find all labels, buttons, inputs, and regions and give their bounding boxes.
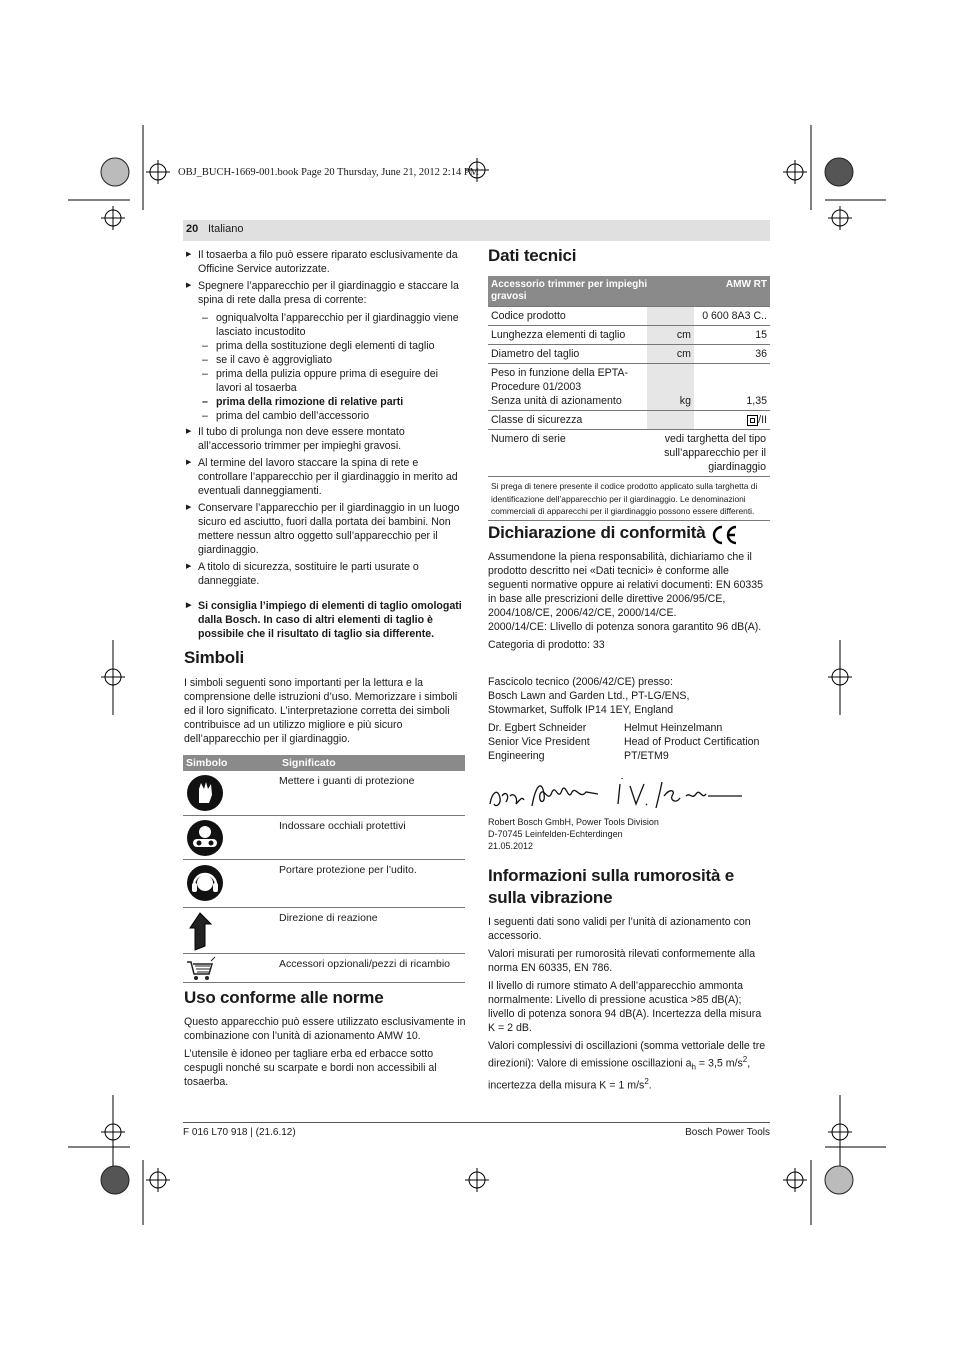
tech-label: Classe di sicurezza xyxy=(491,414,583,426)
bullet: ▶ Il tosaerba a filo può essere riparato esclusivamente da Officine Service autorizzate. xyxy=(184,248,466,276)
ear-protection-icon xyxy=(185,863,225,903)
tech-label: Senza unità di azionamento xyxy=(491,395,622,407)
section-title-conformita: Dichiarazione di conformità xyxy=(488,523,706,542)
tech-label: Peso in funzione della EPTA-Procedure 01/2003 xyxy=(491,367,629,393)
fascicolo xyxy=(488,675,770,717)
bullet-bold: ▶ Si consiglia l’impiego di elementi di taglio omologati dalla Bosch. In caso di altri elementi di taglio è possibile che il risultato di taglio sia differente. xyxy=(184,599,466,641)
tech-unit: kg xyxy=(647,364,694,410)
fascicolo-line: Bosch Lawn and Garden Ltd., PT-LG/ENS, xyxy=(488,690,690,702)
section-title-dati: Dati tecnici xyxy=(488,246,577,265)
conf-paragraph: Assumendone la piena responsabilità, dichiariamo che il prodotto descritto nei «Dati tecnici» è conforme alle seguenti normative oppure ai relativi documenti: EN 60335 in base alle prescrizioni delle direttive 2006/95/CE, 2004/108/CE, 2006/42/CE, 2000/14/CE. xyxy=(488,551,764,619)
symbol-meaning: Indossare occhiali protettivi xyxy=(279,820,406,832)
rum-text: Valori complessivi di oscillazioni (somma vettoriale delle tre direzioni): Valore di emissione oscillazioni a xyxy=(488,1040,766,1070)
ce-mark-icon xyxy=(710,524,738,546)
book-header: OBJ_BUCH-1669-001.book Page 20 Thursday, June 21, 2012 2:14 PM xyxy=(178,167,479,178)
company-line: 21.05.2012 xyxy=(488,841,534,851)
tech-data-table xyxy=(488,276,770,521)
company-line: D-70745 Leinfelden-Echterdingen xyxy=(488,829,623,839)
symbol-meaning: Portare protezione per l’udito. xyxy=(279,864,417,876)
rum-paragraph: I seguenti dati sono validi per l’unità di azionamento con accessorio. xyxy=(488,916,751,942)
company-info xyxy=(488,816,770,852)
tech-header-model: AMW RT xyxy=(725,279,767,290)
signatory-line: Dr. Egbert Schneider xyxy=(488,722,587,734)
table-row xyxy=(488,345,770,364)
bullet: ▶ Il tubo di prolunga non deve essere montato all’accessorio trimmer per impieghi gravosi. xyxy=(184,425,466,453)
signatory-line: Engineering xyxy=(488,750,545,762)
class-ii-icon xyxy=(747,415,758,426)
tech-label: Numero di serie xyxy=(491,433,566,445)
signatory-line: Senior Vice President xyxy=(488,736,590,748)
rum-text: . xyxy=(648,1079,652,1092)
symbol-meaning: Direzione di reazione xyxy=(279,912,378,924)
goggles-icon xyxy=(185,818,225,858)
table-row xyxy=(183,908,465,954)
dash-item: – prima della sostituzione degli elementi di taglio xyxy=(184,339,466,353)
meaning-col-header: Significato xyxy=(282,757,336,769)
rum-paragraph: Valori misurati per rumorosità rilevati conformemente alla norma EN 60335, EN 786. xyxy=(488,948,756,974)
dash-item: – prima della rimozione di relative parti xyxy=(184,395,466,409)
tech-label: Codice prodotto xyxy=(491,310,566,322)
company-line: Robert Bosch GmbH, Power Tools Division xyxy=(488,817,659,827)
tech-value: vedi targhetta del tipo sull’apparecchio per il giardinaggio xyxy=(664,433,766,473)
rum-paragraph xyxy=(488,1039,770,1092)
conf-paragraph: 2000/14/CE: Llivello di potenza sonora garantito 96 dB(A). xyxy=(488,621,762,633)
bullet: ▶ Spegnere l’apparecchio per il giardinaggio e staccare la spina di rete dalla presa di corrente: xyxy=(184,279,466,307)
uso-paragraph: Questo apparecchio può essere utilizzato esclusivamente in combinazione con l’unità di azionamento AMW 10. xyxy=(184,1016,466,1042)
rum-text: , incertezza della misura K = 1 m/s xyxy=(488,1057,751,1092)
simboli-text: I simboli seguenti sono importanti per la lettura e la comprensione delle istruzioni d’uso. Memorizzare i simboli ed il loro significato. L’interpretazione corretta dei simboli contribuisce ad un utilizzo migliore e più sicuro dell’apparecchio per il giardinaggio. xyxy=(184,677,458,745)
tech-value: /II xyxy=(758,414,767,426)
rum-paragraph: Il livello di rumore stimato A dell’apparecchio ammonta normalmente: Livello di pressione acustica >85 dB(A); livello di potenza sonora 94 dB(A). Incertezza della misura K = 2 dB. xyxy=(488,980,762,1034)
rum-sup: 2 xyxy=(644,1076,649,1086)
table-row xyxy=(183,771,465,816)
rum-text: = 3,5 m/s xyxy=(695,1057,743,1070)
footer-doc-code: F 016 L70 918 | (21.6.12) xyxy=(183,1127,296,1138)
rum-sub: h xyxy=(691,1062,696,1072)
signatory-line: Helmut Heinzelmann xyxy=(624,722,723,734)
tech-value: 1,35 xyxy=(746,395,767,407)
tech-value: 36 xyxy=(755,348,767,360)
bullet: ▶ Conservare l’apparecchio per il giardinaggio in un luogo sicuro ed asciutto, fuori dalla portata dei bambini. Non mettere nessun altro oggetto sull’apparecchio per il giardinaggio. xyxy=(184,501,466,557)
fascicolo-line: Fascicolo tecnico (2006/42/CE) presso: xyxy=(488,676,673,688)
uso-section xyxy=(184,1015,466,1093)
fascicolo-line: Stowmarket, Suffolk IP14 1EY, England xyxy=(488,704,674,716)
symbol-col-header: Simbolo xyxy=(186,757,228,769)
table-row xyxy=(183,816,465,860)
tech-label: Lunghezza elementi di taglio xyxy=(491,329,626,341)
section-title-simboli: Simboli xyxy=(184,648,244,667)
footer-brand: Bosch Power Tools xyxy=(685,1127,770,1138)
table-row xyxy=(488,411,770,430)
tech-unit: cm xyxy=(647,326,694,344)
left-column xyxy=(184,248,466,644)
signatory-1 xyxy=(488,721,623,763)
dash-item: – se il cavo è aggrovigliato xyxy=(184,353,466,367)
table-row xyxy=(183,860,465,908)
tech-table-header xyxy=(488,276,770,307)
dash-item: – prima del cambio dell’accessorio xyxy=(184,409,466,423)
conformita-section xyxy=(488,550,770,656)
section-title-rumorosita: Informazioni sulla rumorosità e sulla vibrazione xyxy=(488,866,735,907)
symbol-meaning: Mettere i guanti di protezione xyxy=(279,775,415,787)
section-title-uso: Uso conforme alle norme xyxy=(184,988,384,1007)
tech-label: Diametro del taglio xyxy=(491,348,580,360)
signatory-line: Head of Product Certification xyxy=(624,736,760,748)
rumorosita-section xyxy=(488,915,770,1096)
page-language: Italiano xyxy=(208,223,244,235)
page-footer xyxy=(183,1122,770,1138)
gloves-icon xyxy=(185,773,225,813)
page-header xyxy=(183,220,770,241)
table-row xyxy=(488,307,770,326)
reaction-arrow-icon xyxy=(187,910,217,952)
tech-unit: cm xyxy=(647,345,694,363)
tech-value: 0 600 8A3 C.. xyxy=(702,310,767,322)
symbol-table xyxy=(183,755,465,983)
dash-item: – prima della pulizia oppure prima di eseguire dei lavori al tosaerba xyxy=(184,367,466,395)
rum-sup: 2 xyxy=(742,1055,748,1064)
table-row xyxy=(488,430,770,477)
table-row xyxy=(183,954,465,983)
table-row xyxy=(488,364,770,411)
bullet: ▶ Al termine del lavoro staccare la spina di rete e controllare l’apparecchio per il giardinaggio in merito ad eventuali danneggiamenti. xyxy=(184,456,466,498)
tech-value: 15 xyxy=(755,329,767,341)
page-number: 20 xyxy=(186,223,199,235)
tech-unit xyxy=(647,307,694,325)
conf-paragraph: Categoria di prodotto: 33 xyxy=(488,639,605,651)
dash-item: – ogniqualvolta l’apparecchio per il giardinaggio viene lasciato incustodito xyxy=(184,311,466,339)
signatory-2 xyxy=(624,721,770,763)
signatures xyxy=(486,774,756,814)
tech-note: Si prega di tenere presente il codice prodotto applicato sulla targhetta di identificazione dell’apparecchio per il giardinaggio. Le denominazioni commerciali di apparecchi per il giardinaggio possono essere differenti. xyxy=(488,477,770,521)
shopping-cart-icon xyxy=(185,956,217,982)
signatory-line: PT/ETM9 xyxy=(624,750,669,762)
tech-header-label: Accessorio trimmer per impieghi gravosi xyxy=(491,279,648,302)
symbol-meaning: Accessori opzionali/pezzi di ricambio xyxy=(279,958,450,970)
bullet: ▶ A titolo di sicurezza, sostituire le parti usurate o danneggiate. xyxy=(184,560,466,588)
symbol-table-header xyxy=(183,755,465,771)
uso-paragraph: L’utensile è idoneo per tagliare erba ed erbacce sotto cespugli nonché su scarpate e bordi non accessibili al tosaerba. xyxy=(184,1048,437,1088)
table-row xyxy=(488,326,770,345)
